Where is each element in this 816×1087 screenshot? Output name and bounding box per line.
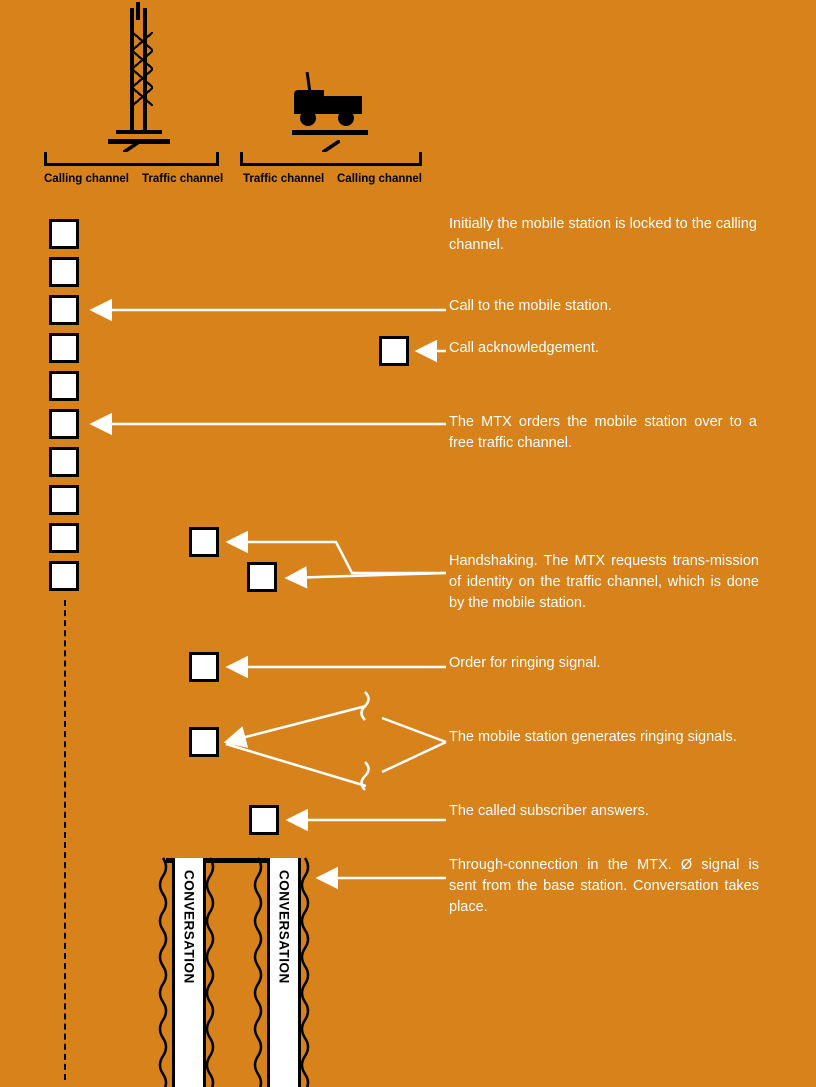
conversation-bar-right: [267, 858, 301, 1087]
calling-channel-block: [49, 561, 79, 591]
calling-channel-block: [49, 371, 79, 401]
step-text-call-acknowledgement: Call acknowledgement.: [449, 340, 599, 356]
base-calling-channel-label: Calling channel: [44, 173, 129, 185]
ringing-signal-block: [189, 727, 219, 757]
mobile-traffic-channel-label: Traffic channel: [243, 173, 325, 185]
calling-channel-dashed-line: [64, 600, 66, 1080]
step-text-ringing-order: Order for ringing signal.: [449, 655, 601, 671]
step-text-initial-lock: Initially the mobile station is locked to the calling channel.: [449, 216, 757, 253]
ringing-order-block: [189, 652, 219, 682]
tower-base-bar-upper: [116, 130, 162, 134]
conversation-label-right: CONVERSATION: [276, 870, 292, 984]
calling-channel-block: [49, 219, 79, 249]
calling-channel-block: [49, 333, 79, 363]
call-acknowledgement-block: [379, 336, 409, 366]
step-text-handshaking: Handshaking. The MTX requests trans-mission of identity on the traffic channel, which is done by the mobile station.: [449, 553, 759, 611]
calling-channel-block: [49, 257, 79, 287]
vehicle-wheel-front: [300, 110, 316, 126]
calling-channel-block: [49, 447, 79, 477]
subscriber-answer-block: [249, 805, 279, 835]
bracket-notch-icon: [322, 140, 340, 152]
vehicle-wheel-rear: [338, 110, 354, 126]
step-text-order-traffic-channel: The MTX orders the mobile station over to a free traffic channel.: [449, 414, 757, 451]
mobile-vehicle-icon: [294, 72, 368, 134]
bracket-notch-icon: [123, 140, 141, 152]
handshaking-block-a: [189, 527, 219, 557]
calling-channel-block: [49, 409, 79, 439]
base-station-channel-bracket: [44, 152, 219, 166]
handshaking-block-b: [247, 562, 277, 592]
calling-channel-block: [49, 295, 79, 325]
mobile-calling-channel-label: Calling channel: [337, 173, 422, 185]
step-text-ringing-signals: The mobile station generates ringing signals.: [449, 729, 737, 745]
radio-tower-icon: [110, 8, 168, 138]
calling-channel-block: [49, 485, 79, 515]
tower-mast: [130, 8, 147, 130]
step-text-through-connection: Through-connection in the MTX. Ø signal is sent from the base station. Conversation takes place.: [449, 857, 759, 915]
step-text-call-to-mobile: Call to the mobile station.: [449, 298, 612, 314]
vehicle-ground-line: [292, 130, 368, 135]
conversation-bar-left: [172, 858, 206, 1087]
mobile-station-channel-bracket: [240, 152, 422, 166]
step-text-subscriber-answers: The called subscriber answers.: [449, 803, 649, 819]
conversation-label-left: CONVERSATION: [181, 870, 197, 984]
calling-channel-block: [49, 523, 79, 553]
base-traffic-channel-label: Traffic channel: [142, 173, 224, 185]
